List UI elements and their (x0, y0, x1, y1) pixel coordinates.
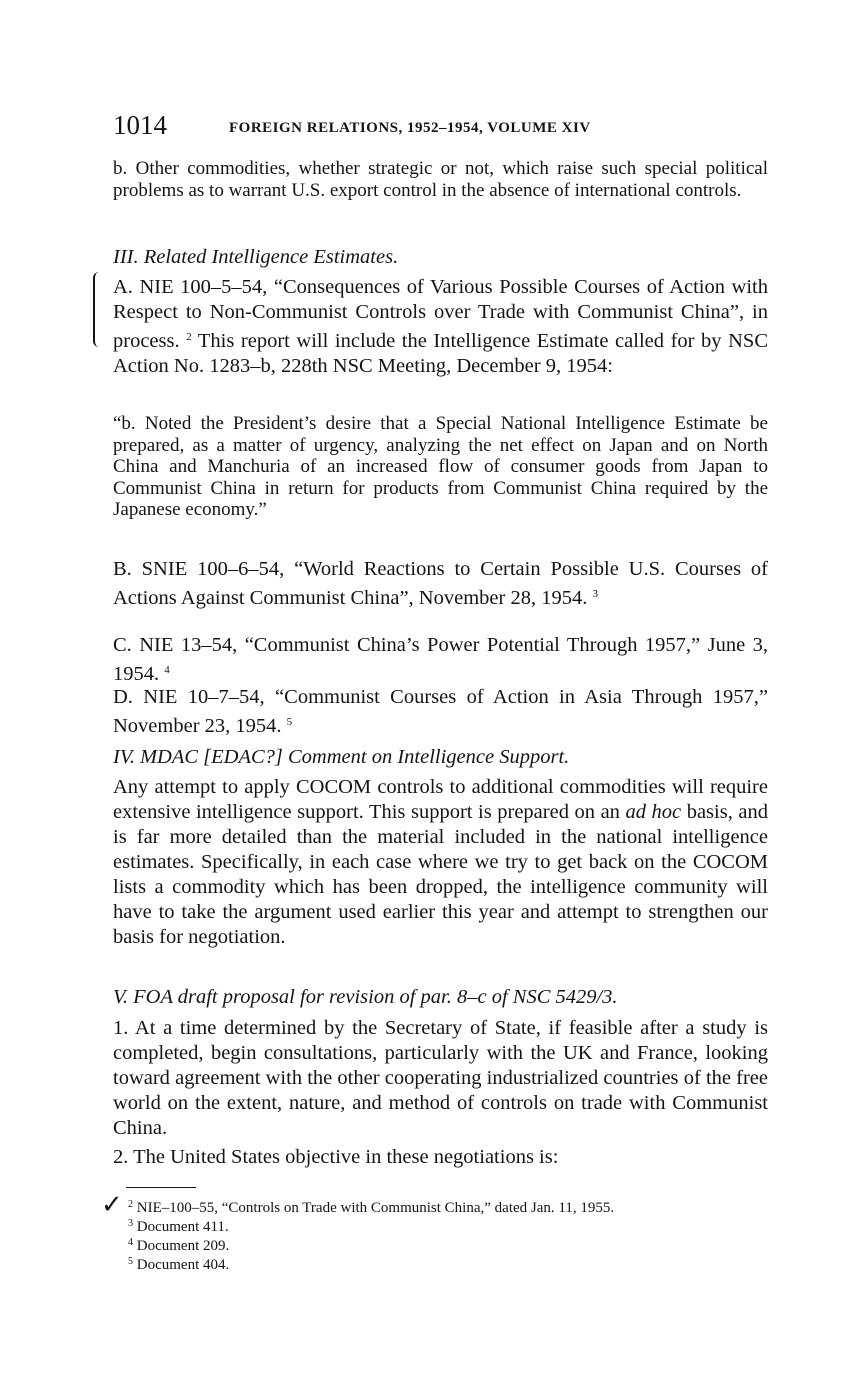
footnote-2 (128, 1196, 614, 1217)
footnote-mark: 2 (128, 1199, 133, 1210)
paragraph-d-text: D. NIE 10–7–54, “Communist Courses of Action in Asia Through 1957,” November 23, 1954. (113, 686, 768, 737)
paragraph-d-nie (113, 685, 768, 739)
footnote-text: Document 209. (136, 1238, 230, 1254)
footnote-separator (126, 1187, 196, 1188)
paragraph-b-snie (113, 557, 768, 611)
footnote-4 (128, 1234, 229, 1255)
paragraph-a-nie (113, 275, 768, 379)
footnote-text: Document 404. (136, 1257, 230, 1273)
paragraph-b-other-commodities: b. Other commodities, whether strategic or not, which raise such special political problems as to warrant U.S. export control in the absence of international controls. (113, 158, 768, 201)
section-heading-iv: IV. MDAC [EDAC?] Comment on Intelligence Support. (113, 746, 570, 768)
quoted-nsc-action: “b. Noted the President’s desire that a Special National Intelligence Estimate be prepared, as a matter of urgency, analyzing the net effect on Japan and on North China and Manchuria of an increased flow of consumer goods from Japan to Communist China in return for products from Communist China required by the Japanese economy.” (113, 413, 768, 520)
margin-bracket-mark (93, 272, 101, 347)
paragraph-b-text: B. SNIE 100–6–54, “World Reactions to Certain Possible U.S. Courses of Actions Against Communist China”, November 28, 1954. (113, 558, 768, 609)
footnote-mark: 4 (128, 1237, 133, 1248)
footnote-text: NIE–100–55, “Controls on Trade with Communist China,” dated Jan. 11, 1955. (136, 1200, 615, 1216)
running-head: FOREIGN RELATIONS, 1952–1954, VOLUME XIV (229, 120, 591, 136)
section-heading-iii: III. Related Intelligence Estimates. (113, 246, 399, 268)
footnote-5 (128, 1253, 229, 1274)
footnote-ref-4: 4 (164, 664, 170, 676)
paragraph-v-2: 2. The United States objective in these negotiations is: (113, 1146, 559, 1168)
footnote-text: Document 411. (136, 1219, 229, 1235)
footnote-mark: 3 (128, 1218, 133, 1229)
footnote-ref-5: 5 (286, 716, 293, 728)
footnote-ref-3: 3 (592, 588, 598, 600)
paragraph-c-nie (113, 633, 768, 687)
section-heading-v: V. FOA draft proposal for revision of par. 8–c of NSC 5429/3. (113, 986, 618, 1008)
paragraph-v-1: 1. At a time determined by the Secretary of State, if feasible after a study is completed, begin consultations, particularly with the UK and France, looking toward agreement with the other cooperating industrialized countries of the free world on the extent, nature, and method of controls on trade with Communist China. (113, 1017, 768, 1139)
page-header (113, 110, 773, 144)
footnote-mark: 5 (128, 1256, 133, 1267)
paragraph-iv-text-2: basis, and is far more detailed than the material included in the national intelligence estimates. Specifically, in each case where we try to get back on the COCOM lists a commodity which has been dropped, the intelligence community will have to take the argument used earlier this year and attempt to strengthen our basis for negotiation. (113, 801, 768, 948)
paragraph-iv-text-1: Any attempt to apply COCOM controls to additional commodities will require extensive intelligence support. This support is prepared on an (113, 776, 768, 823)
paragraph-c-text: C. NIE 13–54, “Communist China’s Power Potential Through 1957,” June 3, 1954. (113, 634, 768, 685)
paragraph-iv-italic: ad hoc (625, 801, 682, 823)
handwritten-checkmark-icon: ✓ (101, 1190, 123, 1220)
paragraph-iv-intelligence (113, 775, 768, 950)
page-number: 1014 (113, 110, 167, 140)
paragraph-a-text: A. NIE 100–5–54, “Consequences of Various Possible Courses of Action with Respect to Non-Communist Controls over Trade with Communist China”, in process. (113, 276, 768, 352)
footnote-ref-2: 2 (186, 331, 192, 343)
paragraph-a-text-cont: This report will include the Intelligence Estimate called for by NSC Action No. 1283–b, 228th NSC Meeting, December 9, 1954: (113, 330, 768, 377)
footnote-3 (128, 1215, 229, 1236)
